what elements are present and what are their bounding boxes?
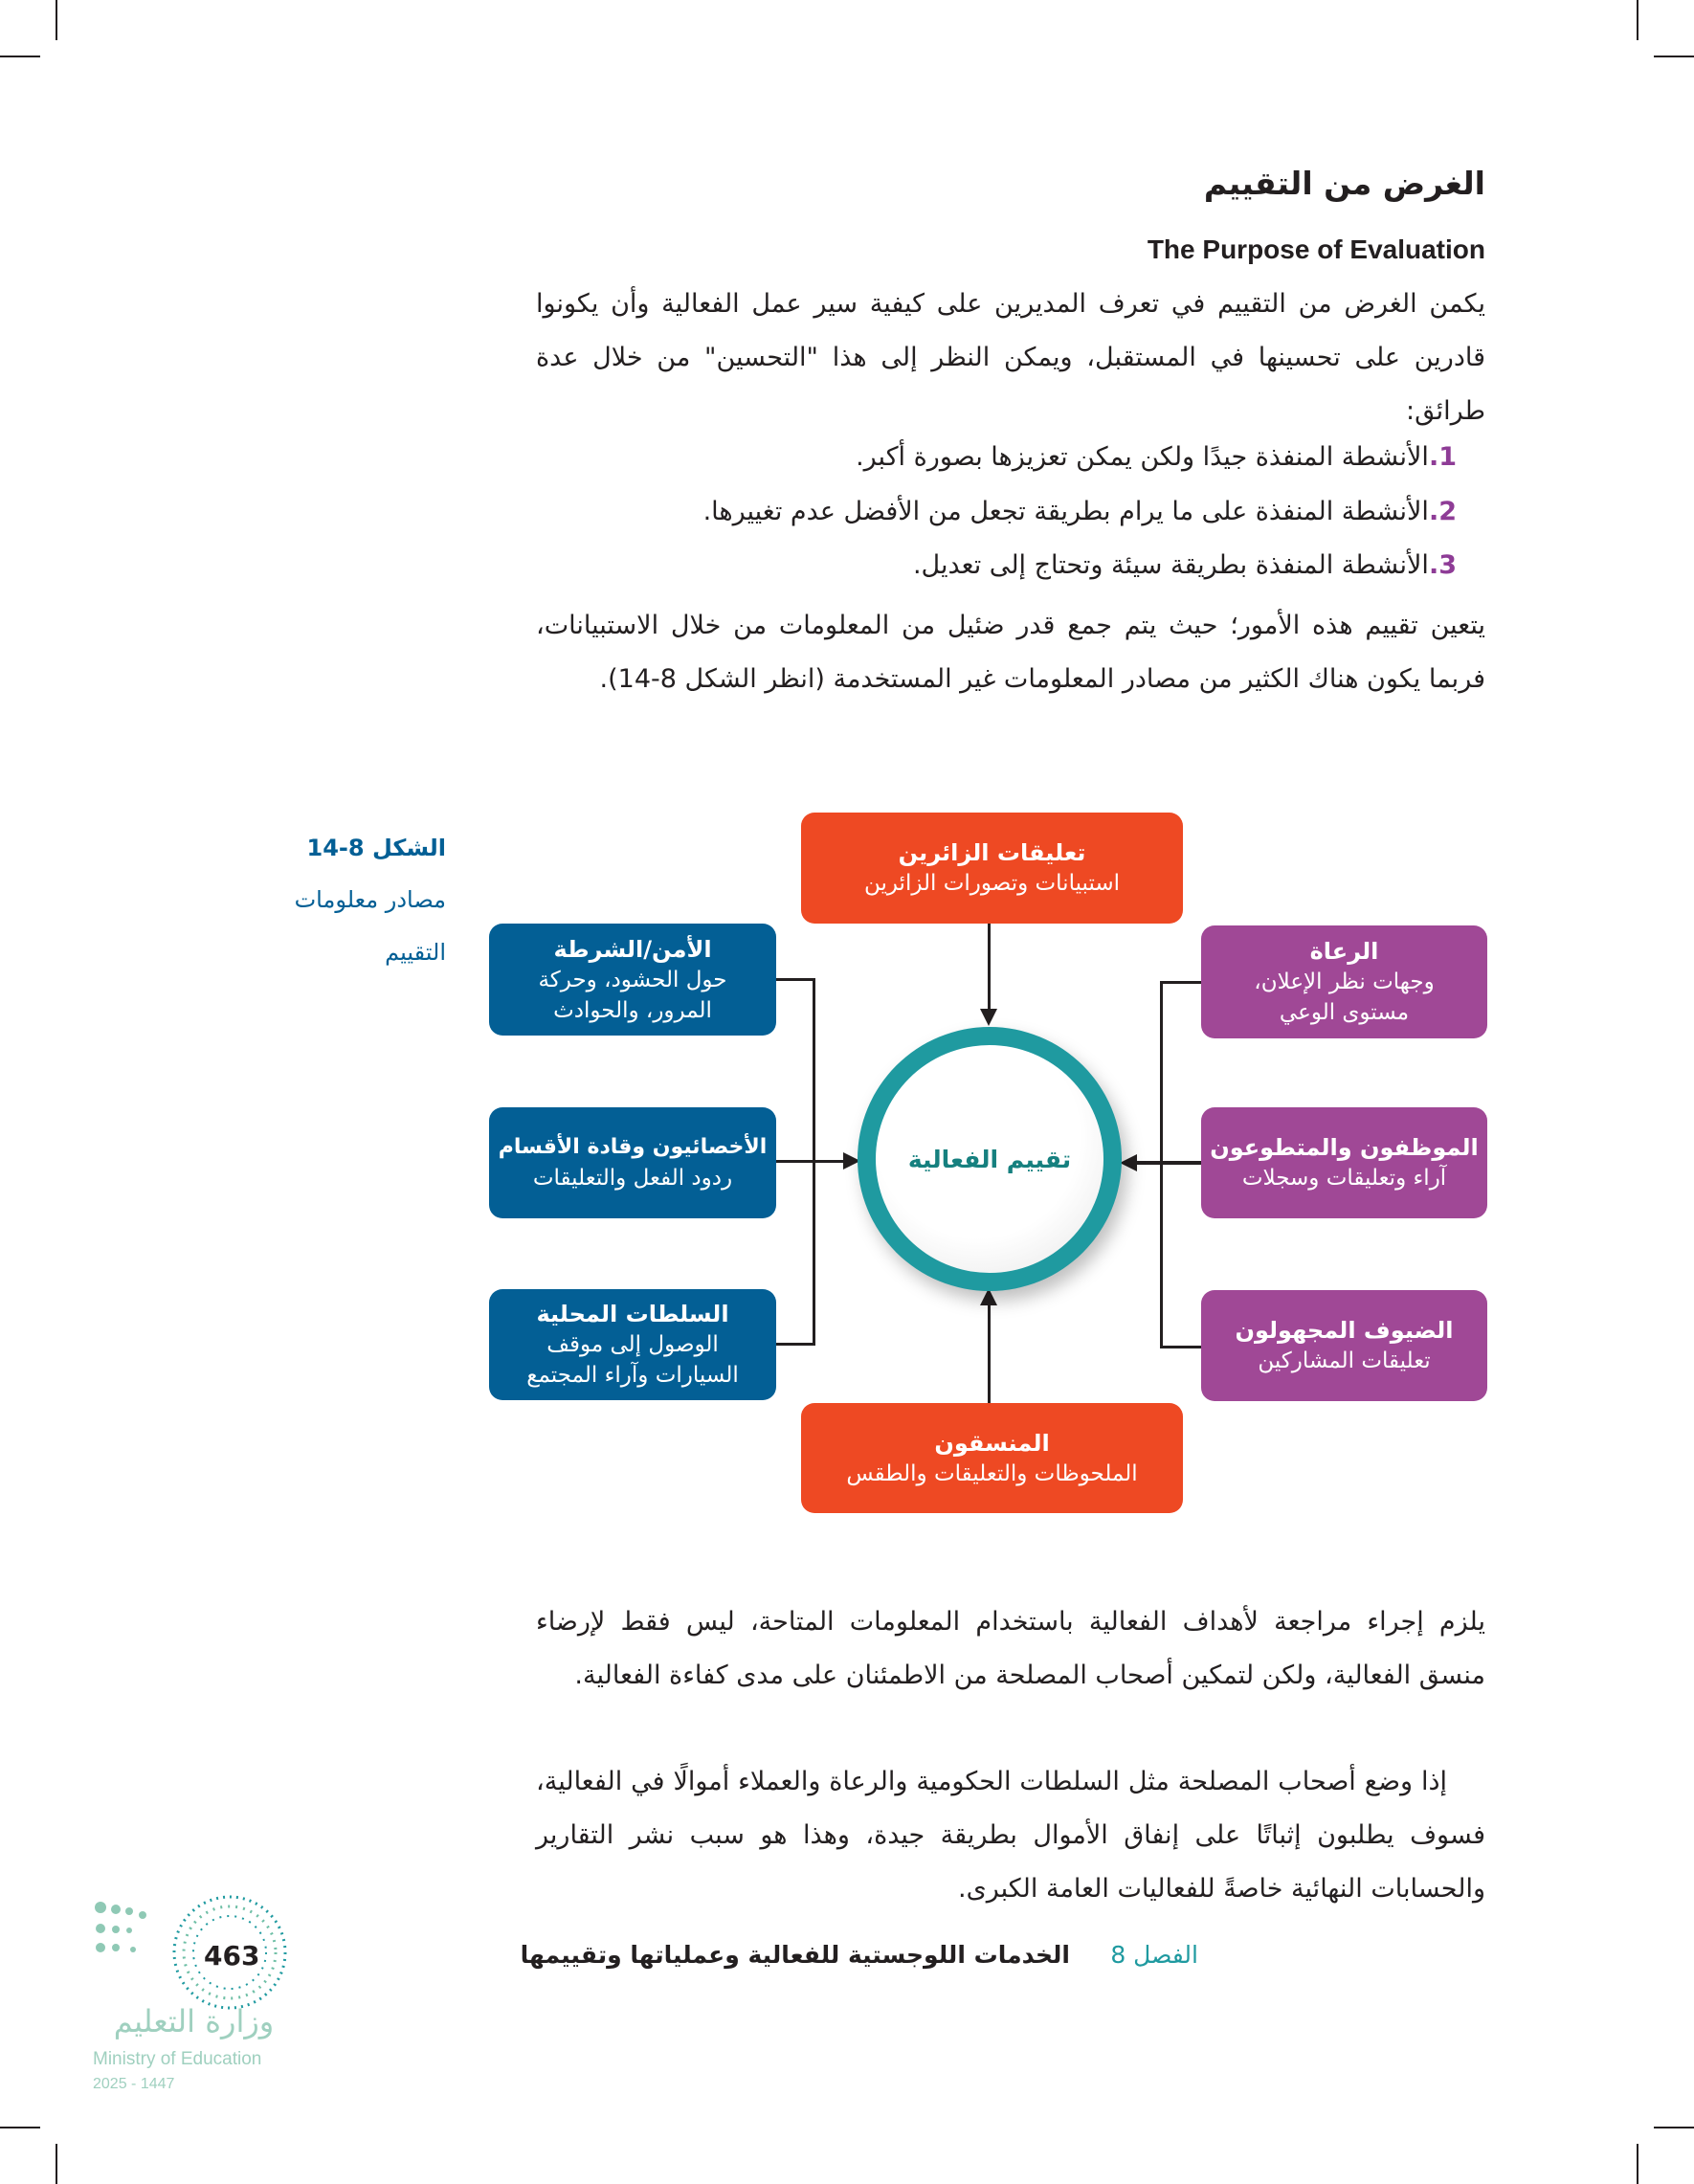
crop-mark	[1654, 56, 1694, 57]
crop-mark	[0, 56, 40, 57]
box-title: تعليقات الزائرين	[898, 839, 1086, 866]
source-box-staff-volunteers	[1201, 1107, 1487, 1218]
connector	[988, 924, 991, 1019]
box-subtitle: آراء وتعليقات وسجلات	[1241, 1166, 1447, 1191]
list-item	[703, 497, 1457, 526]
logo-arabic-text: وزارة التعليم	[113, 2003, 275, 2039]
page-number: 463	[204, 1940, 260, 1972]
box-subtitle: استبيانات وتصورات الزائرين	[863, 871, 1121, 896]
box-subtitle: تعليقات المشاركين	[1258, 1348, 1431, 1373]
section-heading-english: The Purpose of Evaluation	[1147, 234, 1485, 264]
source-box-specialists	[489, 1107, 776, 1218]
logo-dots-icon	[91, 1890, 301, 2015]
figure-caption: التقييم	[385, 939, 446, 966]
box-title: الأخصائيون وقادة الأقسام	[498, 1135, 768, 1159]
section-heading: الغرض من التقييم	[1203, 165, 1485, 202]
chapter-label: الفصل 8	[1110, 1941, 1198, 1969]
paragraph: يلزم إجراء مراجعة لأهداف الفعالية باستخدام المعلومات المتاحة، ليس فقط لإرضاء منسق الفعالية، ولكن لتمكين أصحاب المصلحة من الاطمئنان على مدى كفاءة الفعالية.	[536, 1607, 1485, 1690]
connector	[1160, 981, 1201, 984]
ministry-logo	[91, 1890, 301, 2101]
list-text: الأنشطة المنفذة على ما يرام بطريقة تجعل من الأفضل عدم تغييرها.	[702, 497, 1429, 526]
box-title: الموظفون والمتطوعون	[1210, 1134, 1479, 1161]
crop-mark	[0, 2127, 40, 2128]
box-subtitle: وجهات نظر الإعلان، مستوى الوعي	[1254, 969, 1435, 1025]
source-box-visitor-feedback	[801, 813, 1183, 924]
connector	[988, 1300, 991, 1403]
connector	[776, 1160, 853, 1163]
arrow-left-icon	[1120, 1154, 1137, 1171]
box-title: الضيوف المجهولون	[1235, 1317, 1454, 1344]
list-item	[856, 442, 1457, 472]
list-number: 3.	[1428, 550, 1457, 580]
source-box-security-police	[489, 924, 776, 1036]
connector	[1135, 1161, 1201, 1165]
connector	[776, 978, 815, 981]
box-subtitle: الملحوظات والتعليقات والطقس	[846, 1460, 1138, 1486]
connector	[776, 1343, 815, 1346]
paragraph: يتعين تقييم هذه الأمور؛ حيث يتم جمع قدر ضئيل من المعلومات من خلال الاستبيانات، فربما يكون هناك الكثير من مصادر المعلومات غير المستخدمة (انظر الشكل 8-14).	[536, 611, 1485, 694]
figure-caption: مصادر معلومات	[294, 886, 446, 913]
arrow-down-icon	[980, 1009, 997, 1026]
list-number: 1.	[1428, 442, 1457, 472]
box-title: المنسقون	[934, 1429, 1050, 1457]
chapter-title: الخدمات اللوجستية للفعالية وعملياتها وتقييمها	[520, 1941, 1070, 1969]
box-title: الرعاة	[1309, 938, 1379, 965]
logo-english-text: Ministry of Education	[93, 2049, 262, 2069]
paragraph: إذا وضع أصحاب المصلحة مثل السلطات الحكومية والرعاة والعملاء أموالًا في الفعالية، فسوف يطلبون إثباتًا على إنفاق الأموال بطريقة جيدة، وهذا هو سبب نشر التقارير والحسابات النهائية خاصةً للفعاليات العامة الكبرى.	[536, 1767, 1485, 1904]
list-number: 2.	[1428, 497, 1457, 526]
box-title: السلطات المحلية	[536, 1301, 729, 1327]
connector	[1160, 1346, 1201, 1348]
source-box-sponsors	[1201, 925, 1487, 1038]
logo-year: 2025 - 1447	[93, 2076, 175, 2092]
source-box-mystery-guests	[1201, 1290, 1487, 1401]
crop-mark	[56, 2144, 57, 2184]
crop-mark	[1637, 2144, 1638, 2184]
center-circle	[858, 1027, 1122, 1291]
list-text: الأنشطة المنفذة بطريقة سيئة وتحتاج إلى تعديل.	[912, 550, 1429, 580]
source-box-local-authorities	[489, 1289, 776, 1400]
box-subtitle: الوصول إلى موقف السيارات وآراء المجتمع	[526, 1332, 739, 1388]
box-subtitle: ردود الفعل والتعليقات	[532, 1166, 733, 1191]
figure-label: الشكل 8-14	[306, 835, 446, 861]
intro-paragraph: يكمن الغرض من التقييم في تعرف المديرين على كيفية سير عمل الفعالية وأن يكونوا قادرين على تحسينها في المستقبل، ويمكن النظر إلى هذا "التحسين" من خلال عدة طرائق:	[536, 289, 1485, 426]
crop-mark	[56, 0, 57, 40]
list-text: الأنشطة المنفذة جيدًا ولكن يمكن تعزيزها بصورة أكبر.	[856, 442, 1429, 472]
box-subtitle: حول الحشود، وحركة المرور، والحوادث	[538, 967, 727, 1023]
box-title: الأمن/الشرطة	[553, 935, 712, 963]
list-item	[913, 550, 1457, 580]
source-box-coordinators	[801, 1403, 1183, 1513]
center-label: تقييم الفعالية	[907, 1145, 1072, 1173]
crop-mark	[1637, 0, 1638, 40]
crop-mark	[1654, 2127, 1694, 2128]
